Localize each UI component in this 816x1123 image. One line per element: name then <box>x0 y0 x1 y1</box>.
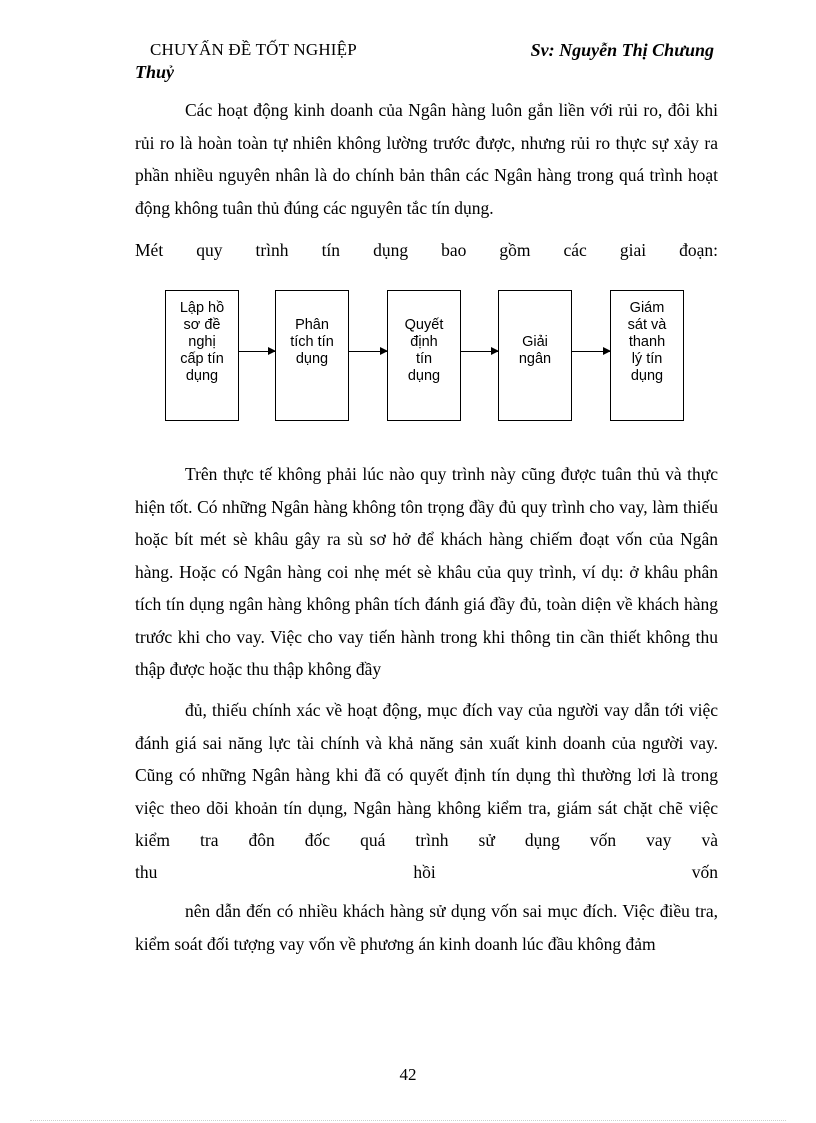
flow-step-text: Quyết <box>404 317 444 333</box>
word: thu <box>135 862 158 882</box>
paragraph-3: Trên thực tế không phải lúc nào quy trình này cũng được tuân thủ và thực hiện tốt. Có những Ngân hàng không tôn trọng đầy đủ quy trình cho vay, làm thiếu hoặc bít mét sè khâu gây ra sù sơ hở để khách hàng chiếm đoạt vốn của Ngân hàng. Hoặc có Ngân hàng coi nhẹ mét sè khâu của quy trình, ví dụ: ở khâu phân tích tín dụng ngân hàng không phân tích đánh giá đầy đủ, toàn diện về khách hàng trước khi cho vay. Việc cho vay tiến hành trong khi thông tin cần thiết không thu thập được hoặc thu thập không đầy <box>135 464 718 679</box>
word: tín <box>321 240 341 260</box>
flow-step-text: lý tín <box>631 351 663 367</box>
flow-step-3 <box>387 290 461 421</box>
word: quy <box>196 240 223 260</box>
flow-step-text: dụng <box>295 351 329 367</box>
flow-step-2 <box>275 290 349 421</box>
flow-step-5 <box>610 290 684 421</box>
paragraph-4-last-line <box>135 862 718 883</box>
header-title: CHUYẤN ĐỀ TỐT NGHIỆP <box>150 40 357 59</box>
word: trình <box>255 240 289 260</box>
flow-step-text: thanh <box>628 334 666 350</box>
flow-step-text: dụng <box>185 368 219 384</box>
flow-step-text: ngân <box>518 351 552 367</box>
word: giai <box>619 240 647 260</box>
page-bottom-divider <box>30 1120 786 1121</box>
flow-step-text: nghị <box>188 334 216 350</box>
paragraph-4: đủ, thiếu chính xác về hoạt động, mục đích vay của người vay dẫn tới việc đánh giá sai năng lực tài chính và khả năng sản xuất kinh doanh của người vay. Cũng có những Ngân hàng khi đã có quyết định tín dụng thì thường lơi là trong việc theo dõi khoản tín dụng, Ngân hàng không kiểm tra, giám sát chặt chẽ việc kiểm tra đôn đốc quá trình sử dụng vốn vay và <box>135 700 718 850</box>
flow-step-text: sơ đề <box>183 317 221 333</box>
arrow-right-icon <box>239 351 275 352</box>
word: hồi <box>413 862 436 882</box>
arrow-right-icon <box>572 351 610 352</box>
arrow-right-icon <box>461 351 498 352</box>
flow-step-text: tích tín <box>290 334 334 350</box>
flow-step-text: Lập hồ <box>179 300 225 316</box>
flow-step-text: Phân <box>295 317 329 333</box>
flow-step-1 <box>165 290 239 421</box>
paragraph-2 <box>135 240 718 261</box>
word: bao <box>441 240 467 260</box>
flow-step-text: cấp tín <box>180 351 224 367</box>
paragraph-5: nên dẫn đến có nhiều khách hàng sử dụng vốn sai mục đích. Việc điều tra, kiểm soát đối tượng vay vốn về phương án kinh doanh lúc đầu không đảm <box>135 901 718 954</box>
flow-step-text: Giám <box>629 300 665 316</box>
word: vốn <box>691 862 718 882</box>
word: các <box>563 240 587 260</box>
page-number: 42 <box>399 1065 417 1084</box>
flow-step-text: dụng <box>630 368 664 384</box>
word: gồm <box>499 240 531 260</box>
word: Mét <box>135 240 164 260</box>
flow-step-text: sát và <box>627 317 667 333</box>
flow-step-text: tín <box>415 351 433 367</box>
arrow-right-icon <box>349 351 387 352</box>
word: dụng <box>373 240 409 260</box>
flow-step-4 <box>498 290 572 421</box>
word: đoạn: <box>679 240 718 260</box>
paragraph-1: Các hoạt động kinh doanh của Ngân hàng luôn gắn liền với rủi ro, đôi khi rủi ro là hoàn toàn tự nhiên không lường trước được, nhưng rủi ro thực sự xảy ra phần nhiều nguyên nhân là do chính bản thân các Ngân hàng trong quá trình hoạt động không tuân thủ đúng các nguyên tắc tín dụng. <box>135 100 718 218</box>
flow-step-text: Giải <box>522 334 548 350</box>
header-author-continuation: Thuỷ <box>135 62 175 82</box>
header-author: Sv: Nguyễn Thị Chưung <box>530 40 714 60</box>
flow-step-text: định <box>410 334 438 350</box>
flow-step-text: dụng <box>407 368 441 384</box>
